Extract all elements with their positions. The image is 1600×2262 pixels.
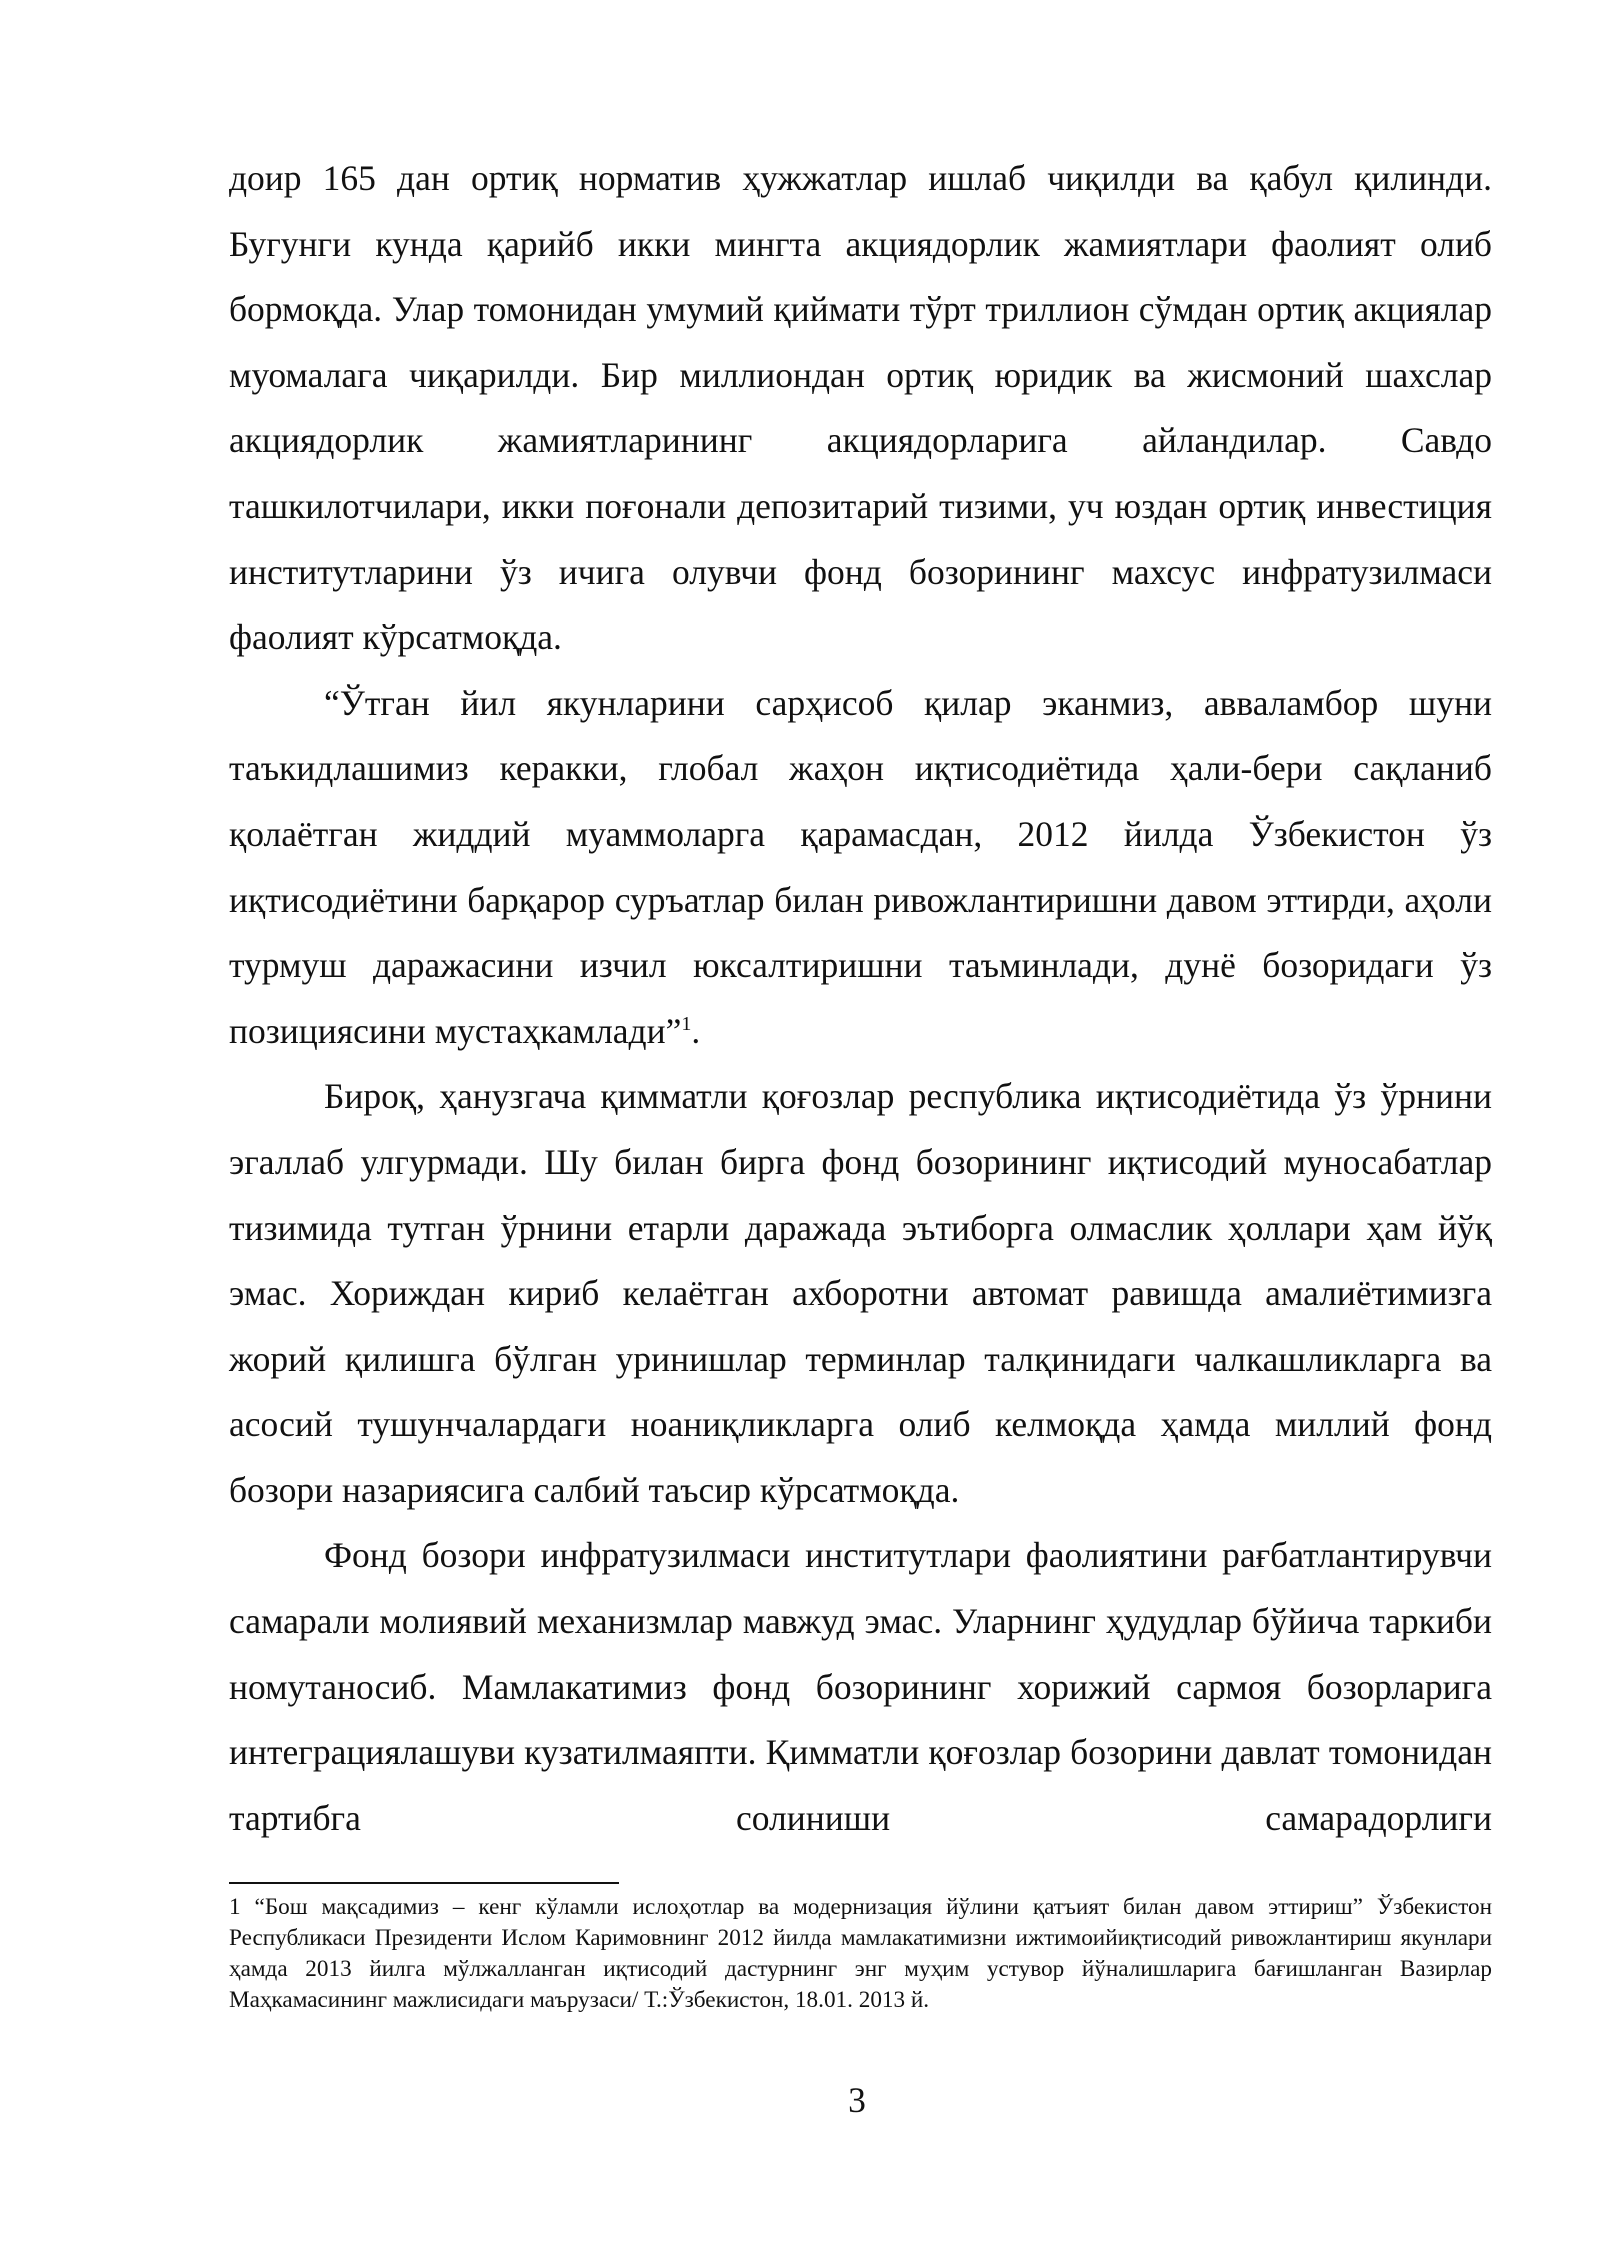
paragraph-1	[229, 146, 1492, 671]
footnote-reference[interactable]: 1	[681, 1012, 692, 1035]
paragraph-2-text: “Ўтган йил якунларини сарҳисоб қилар эканмиз, авваламбор шуни таъкидлашимиз керакки, глобал жаҳон иқтисодиётида ҳали-бери сақланиб қолаётган жиддий муаммоларга қарамасдан, 2012 йилда Ўзбекистон ўз иқтисодиётини барқарор суръатлар билан ривожлантиришни давом эттирди, аҳоли турмуш даражасини изчил юксалтиришни таъминлади, дунё бозоридаги ўз позициясини мустаҳкамлади”	[229, 682, 1492, 1051]
paragraph-3-text: Бироқ, ҳанузгача қимматли қоғозлар республика иқтисодиётида ўз ўрнини эгаллаб улгурмади. Шу билан бирга фонд бозорининг иқтисодий муносабатлар тизимида тутган ўрнини етарли даражада эътиборга олмаслик ҳоллари ҳам йўқ эмас. Хориждан кириб келаётган ахборотни автомат равишда амалиётимизга жорий қилишга бўлган уринишлар терминлар талқинидаги чалкашликларга ва асосий тушунчалардаги ноаниқликларга олиб келмоқда ҳамда миллий фонд бозори назариясига салбий таъсир кўрсатмоқда.	[229, 1076, 1492, 1510]
footnote-text: 1 “Бош мақсадимиз – кенг кўламли ислоҳотлар ва модернизация йўлини қатъият билан давом эттириш” Ўзбекистон Республикаси Президенти Ислом Каримовнинг 2012 йилда мамлакатимизни ижтимоийиқтисодий ривожлантириш якунлари ҳамда 2013 йилга мўлжалланган иқтисодий дастурнинг энг муҳим устувор йўналишларига бағишланган Вазирлар Маҳкамасининг мажлисидаги маърузаси/ Т.:Ўзбекистон, 18.01. 2013 й.	[229, 1894, 1492, 2013]
paragraph-1-text: доир 165 дан ортиқ норматив ҳужжатлар ишлаб чиқилди ва қабул қилинди. Бугунги кунда қарийб икки мингта акциядорлик жамиятлари фаолият олиб бормоқда. Улар томонидан умумий қиймати тўрт триллион сўмдан ортиқ акциялар муомалага чиқарилди. Бир миллиондан ортиқ юридик ва жисмоний шахслар акциядорлик жамиятларининг акциядорларига айландилар. Савдо ташкилотчилари, икки поғонали депозитарий тизими, уч юздан ортиқ инвестиция институтларини ўз ичига олувчи фонд бозорининг махсус инфратузилмаси фаолият кўрсатмоқда.	[229, 158, 1492, 658]
page-number: 3	[848, 2080, 866, 2120]
paragraph-2-quote	[229, 671, 1492, 1065]
paragraph-4	[229, 1523, 1492, 1851]
footnote-separator	[229, 1882, 619, 1884]
paragraph-3	[229, 1064, 1492, 1523]
paragraph-4-text: Фонд бозори инфратузилмаси институтлари фаолиятини рағбатлантирувчи самарали молиявий механизмлар мавжуд эмас. Уларнинг ҳудудлар бўйича таркиби номутаносиб. Мамлакатимиз фонд бозорининг хорижий сармоя бозорларига интеграциялашуви кузатилмаяпти. Қимматли қоғозлар бозорини давлат томонидан тартибга солиниши самарадорлиги	[229, 1535, 1492, 1838]
paragraph-2-tail: .	[691, 1010, 701, 1051]
body-text	[229, 146, 1492, 1851]
footnote	[229, 1892, 1492, 2016]
